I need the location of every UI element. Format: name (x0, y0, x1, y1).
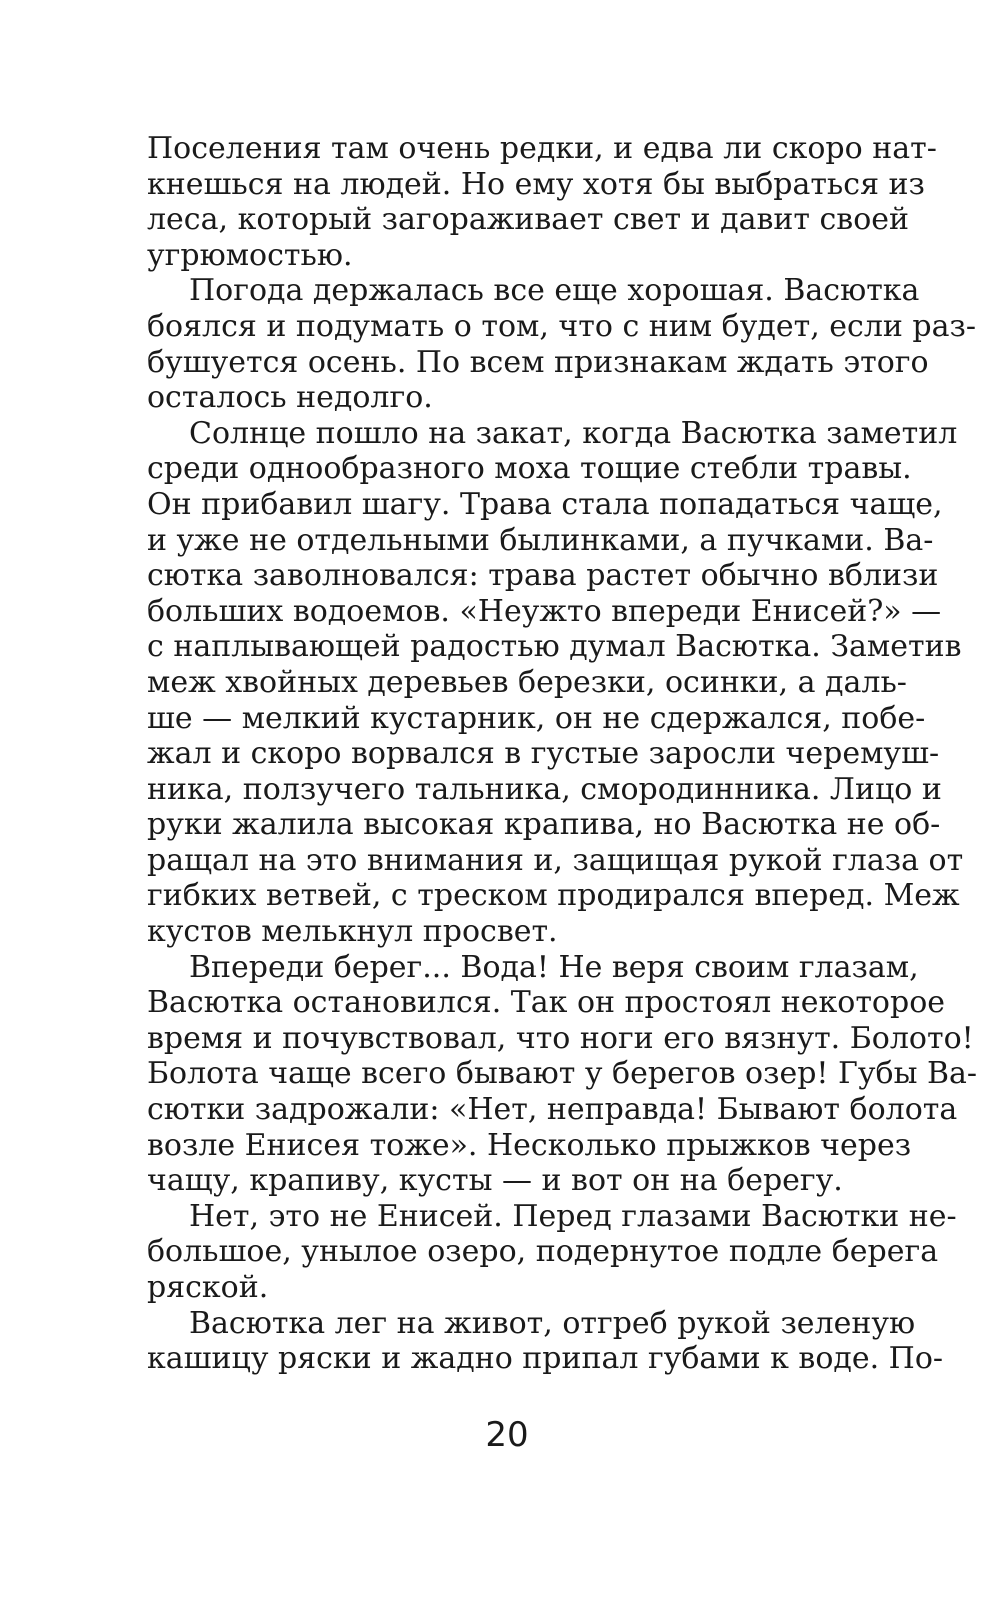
paragraph (147, 1305, 944, 1377)
text-line: чащу, крапиву, кусты — и вот он на берегу. (147, 1163, 843, 1199)
text-line: ше — мелкий кустарник, он не сдержался, побе- (147, 700, 926, 736)
text-line: кнешься на людей. Но ему хотя бы выбраться из (147, 166, 925, 202)
text-line: сютки задрожали: «Нет, неправда! Бывают болота (147, 1092, 958, 1128)
text-line: боялся и подумать о том, что с ним будет, если раз- (147, 308, 976, 344)
text-line: гибких ветвей, с треском продирался вперед. Меж (147, 878, 960, 914)
text-line: кашицу ряски и жадно припал губами к воде. По- (147, 1341, 944, 1377)
text-line: Васютка лег на живот, отгреб рукой зеленую (189, 1305, 916, 1341)
paragraph (147, 131, 937, 273)
text-line: Поселения там очень редки, и едва ли скоро нат- (147, 131, 937, 166)
text-line: Погода держалась все еще хорошая. Васютка (189, 273, 920, 309)
text-line: Нет, это не Енисей. Перед глазами Васютки не- (189, 1198, 957, 1234)
text-line: ращал на это внимания и, защищая рукой глаза от (147, 842, 964, 878)
text-line: меж хвойных деревьев березки, осинки, а даль- (147, 664, 907, 700)
text-line: бушуется осень. По всем признакам ждать этого (147, 344, 929, 380)
text-line: Солнце пошло на закат, когда Васютка заметил (189, 415, 958, 451)
text-line: леса, который загораживает свет и давит своей (147, 202, 910, 238)
text-line: Васютка остановился. Так он простоял некоторое (147, 985, 946, 1021)
text-line: сютка заволновался: трава растет обычно вблизи (147, 558, 939, 594)
text-line: большое, унылое озеро, подернутое подле берега (147, 1234, 939, 1270)
text-line: Впереди берег... Вода! Не веря своим глазам, (189, 949, 919, 985)
page-number: 20 (485, 1415, 529, 1455)
paragraph (147, 415, 964, 950)
body-text (147, 131, 978, 1377)
text-line: среди однообразного моха тощие стебли травы. (147, 451, 912, 487)
text-line: руки жалила высокая крапива, но Васютка не об- (147, 807, 941, 843)
text-line: Болота чаще всего бывают у берегов озер! Губы Ва- (147, 1056, 978, 1092)
text-line: больших водоемов. «Неужто впереди Енисей?» — (147, 593, 942, 629)
text-line: кустов мелькнул просвет. (147, 914, 558, 950)
text-line: время и почувствовал, что ноги его вязнут. Болото! (147, 1020, 974, 1056)
text-line: с наплывающей радостью думал Васютка. Заметив (147, 629, 962, 665)
text-line: жал и скоро ворвался в густые заросли черемуш- (147, 736, 940, 772)
text-line: осталось недолго. (147, 380, 433, 416)
paragraph (147, 1198, 957, 1306)
text-line: ника, ползучего тальника, смородинника. Лицо и (147, 771, 942, 807)
text-line: ряской. (147, 1270, 269, 1305)
paragraph (147, 273, 976, 416)
text-line: Он прибавил шагу. Трава стала попадаться чаще, (147, 486, 943, 522)
text-line: угрюмостью. (147, 237, 353, 273)
paragraph (147, 949, 978, 1199)
text-line: возле Енисея тоже». Несколько прыжков через (147, 1127, 912, 1163)
text-line: и уже не отдельными былинками, а пучками. Ва- (147, 522, 934, 558)
